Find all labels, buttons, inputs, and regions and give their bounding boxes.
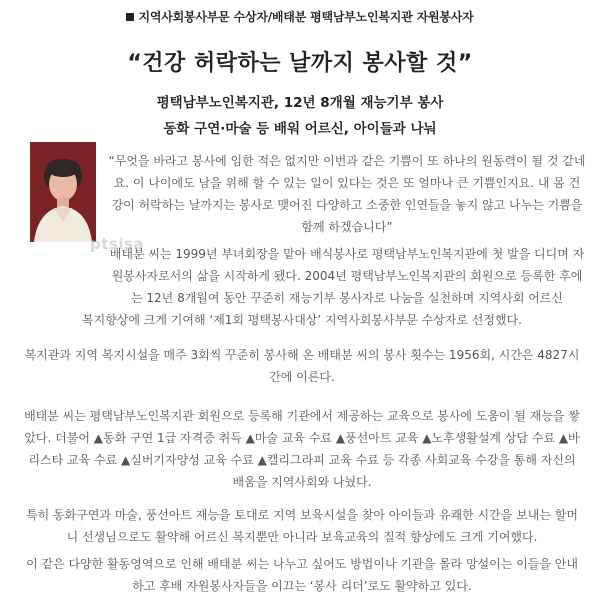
subheadline-1: 평택남부노인복지관, 12년 8개월 재능기부 봉사 bbox=[156, 95, 444, 111]
square-bullet-icon bbox=[126, 13, 134, 21]
section-header-text: 지역사회봉사부문 수상자/배태분 평택남부노인복지관 자원봉사자 bbox=[138, 10, 474, 24]
headline: “건강 허락하는 날까지 봉사할 것” bbox=[127, 51, 473, 76]
subheadline-2: 동화 구연·마술 등 배워 어르신, 아이들과 나눠 bbox=[163, 121, 437, 137]
portrait-photo bbox=[30, 142, 96, 242]
section-header bbox=[0, 8, 600, 25]
quote-paragraph: “무엇을 바라고 봉사에 임한 적은 없지만 이번과 같은 기쁨이 또 하나의 원동력이 될 것 같네요. 이 나이에도 남을 위해 할 수 있는 일이 있다는 것은 또 얼마나 큰 기쁨인지요. 내 몸 건강이 허락하는 날까지는 봉사로 맺어진 다양하고 소중한 인연들을 놓지 않고 나누는 기쁨을 함께 하겠습니다” bbox=[108, 154, 586, 234]
paragraph-4: 특히 동화구연과 마술, 풍선아트 재능을 토대로 지역 보육시설을 찾아 아이들과 유쾌한 시간을 보내는 할머니 선생님으로도 활약해 어르신 복지뿐만 아니라 보육교육의 질적 향상에도 크게 기여했다. bbox=[26, 508, 578, 544]
paragraph-3: 배태분 씨는 평택남부노인복지관 회원으로 등록해 기관에서 제공하는 교육으로 봉사에 도움이 될 재능을 쌓았다. 더불어 ▲동화 구연 1급 자격증 취득 ▲마술 교육 수료 ▲풍선아트 교육 ▲노후생활설계 상담 수료 ▲바리스타 교육 수료 ▲실버기자양성 교육 수료 ▲캘리그라피 교육 수료 등 각종 사회교육 수강을 통해 자신의 배움을 지역사회와 나눴다. bbox=[24, 409, 580, 489]
photo-watermark: ptsisa bbox=[90, 235, 145, 253]
paragraph-2: 복지관과 지역 복지시설을 매주 3회씩 꾸준히 봉사해 온 배태분 씨의 봉사 횟수는 1956회, 시간은 4827시간에 이른다. bbox=[24, 348, 580, 384]
paragraph-5: 이 같은 다양한 활동영역으로 인해 배태분 씨는 나누고 싶어도 방법이나 기관을 몰라 망설이는 이들을 안내하고 후배 자원봉사자들을 이끄는 ‘봉사 리더’로도 활약하고 있다. bbox=[26, 557, 578, 593]
paragraph-1a: 배태분 씨는 1999년 부녀회장을 맡아 배식봉사로 평택남부노인복지관에 첫 발을 디디며 자원봉사자로서의 삶을 시작하게 됐다. 2004년 평택남부노인복지관의 회원으로 등록한 후에는 12년 8개월여 동안 꾸준히 재능기부 봉사자로 나눔을 실천하며 지역사회 어르신 bbox=[109, 247, 585, 305]
portrait-illustration bbox=[30, 142, 96, 242]
paragraph-1b: 복지향상에 크게 기여해 ‘제1회 평택봉사대상’ 지역사회봉사부문 수상자로 선정했다. bbox=[82, 313, 522, 327]
